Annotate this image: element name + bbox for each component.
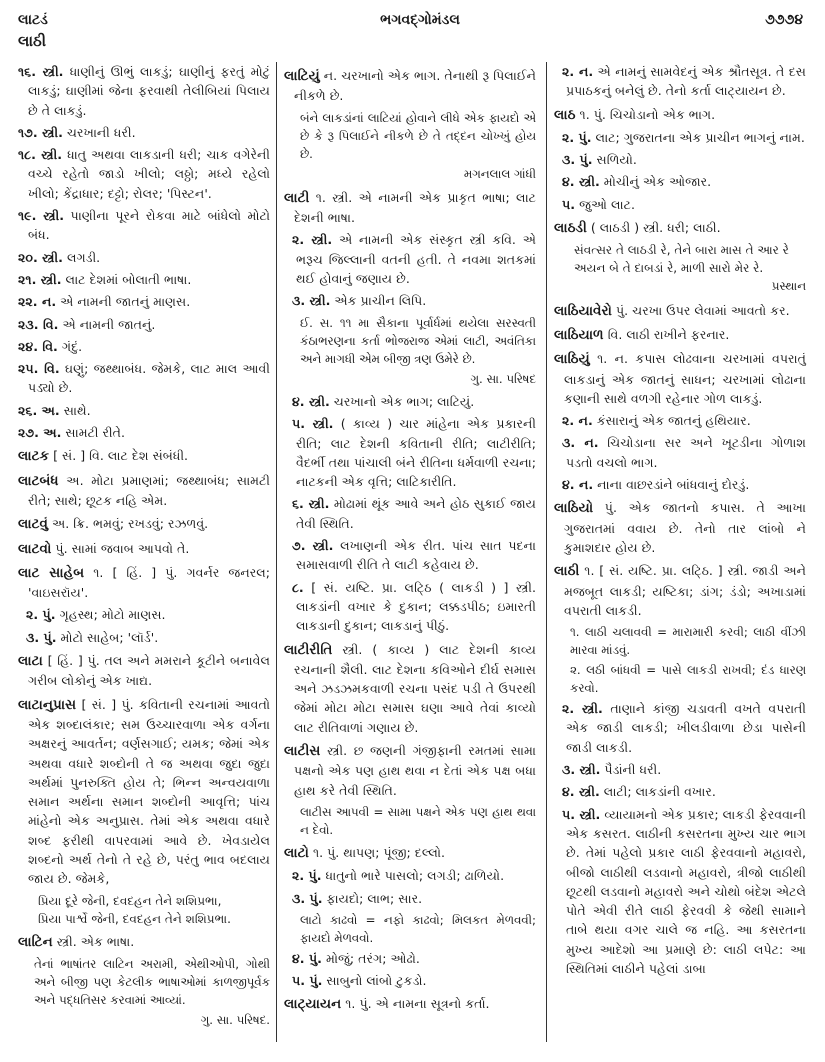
sense-label: ૬. સ્ત્રી. bbox=[292, 496, 330, 512]
definition-text: ચરખાનો એક ભાગ; લાટિયું. bbox=[333, 393, 475, 409]
definition-text: મગનલાલ ગાંધી bbox=[463, 166, 536, 181]
definition-text: લગડી. bbox=[66, 249, 101, 265]
definition-text: ૧. લાઠી ચલાવવી = મારામારી કરવી; લાઠી વીંઝી મારવા માંડવું. bbox=[570, 625, 806, 658]
sense-label: ૩. સ્ત્રી. bbox=[292, 293, 331, 309]
sense-label: ૪. સ્ત્રી. bbox=[562, 784, 600, 800]
entry-sense bbox=[18, 145, 270, 203]
definition-text: ૧. [ હિં. ] પું. ગવર્નર જનરલ; 'વાઇસરૉય'. bbox=[28, 564, 270, 601]
definition-text: એ નામનું સામવેદનું એક શ્રૌતસૂત્ર. તે દસ પ્રપાઠકનું બનેલું છે. તેનો કર્તા લાટ્યાયન છે. bbox=[566, 64, 806, 99]
usage-quote bbox=[284, 314, 536, 368]
definition-text: એ નામની એક સંસ્કૃત સ્ત્રી કવિ. એ ભરૂચ જિલ્લાની વતની હતી. તે નવમા શતકમાં થઈ હોવાનું જણાય છે. bbox=[296, 232, 536, 287]
definition-text: જુઓ લાટ. bbox=[579, 196, 635, 212]
definition-text: [ સં. ] પું. કવિતાની રચનામાં આવતો એક શબ્દાલંકાર; સમ ઉચ્ચારવાળા એક વર્ગના અક્ષરનું આવર્તન; વર્ણસગાઈ; યમક; જેમાં એક અથવા વધારે શબ્દોની તે જ અથવા જુદા જુદા અર્થમાં પુનરુક્તિ હોય તે; ભિન્ન અન્વયવાળા સમાન અર્થના સમાન શબ્દોની આવૃત્તિ; પાંચ માંહેનો એક અનુપ્રાસ. તેમાં એક અથવા વધારે શબ્દ ફરીથી વાપરવામાં આવે છે. ખેવડાયેલ શબ્દનો અર્થ તેનો તે રહે છે, પરંતુ ભાવ બદલાય જાય છે. જેમકે, bbox=[28, 696, 270, 887]
headword: લાટિન bbox=[18, 933, 53, 950]
definition-text: વ્યાયામનો એક પ્રકાર; લાકડી ફેરવવાની એક કસરત. લાઠીની કસરતના મુખ્ય ચાર ભાગ છે. તેમાં પહેલો પ્રકાર લાઠી ફેરવવાનો મહાવરો, બીજો લાઠીથી લડવાનો મહાવરો, ત્રીજો લાઠીથી છૂટથી લડવાનો મહાવરો અને ચોથો બંદેશ એટલે પોતે એવી રીતે લાઠી ફેરવવી કે જેથી સામાને તાબે થયા વગર ચાલે જ નહિ. આ કસરતના મુખ્ય આદેશો આ પ્રમાણે છે: લાઠી લપેટ: આ સ્થિતિમાં લાઠીને પહેલાં ડાબા bbox=[566, 806, 806, 976]
sense-label: ૪. ન. bbox=[562, 477, 594, 493]
headword: લાટબંધ bbox=[18, 472, 59, 489]
usage-quote bbox=[18, 955, 270, 1009]
definition-text: પું. સામાં જવાબ આપવો તે. bbox=[55, 540, 190, 556]
sense-label: ૫. bbox=[562, 196, 576, 212]
definition-text: ધાતુનો ભારે પાસલો; લગડી; ઢાળિયો. bbox=[325, 868, 505, 884]
entry-sense bbox=[18, 292, 270, 311]
entry-sense bbox=[18, 423, 270, 442]
dictionary-entry bbox=[554, 498, 806, 557]
usage-quote bbox=[284, 803, 536, 839]
headword: લાટા bbox=[18, 653, 43, 670]
definition-text: ( લાઠડી ) સ્ત્રી. ધરી; લાઠી. bbox=[590, 220, 721, 236]
definition-text: પ્રિયા દૂરે જેની, દવદહન તેને શશિપ્રભા, bbox=[38, 893, 222, 908]
dictionary-entry bbox=[18, 471, 270, 511]
entry-sense bbox=[18, 628, 270, 647]
dictionary-entry bbox=[554, 349, 806, 408]
usage-quote bbox=[284, 911, 536, 947]
dictionary-entry bbox=[554, 561, 806, 620]
definition-text: ધાતુ અથવા લાકડાની ધરી; ચાક વગેરેની વચ્ચે રહેતો જાડો ખીલો; લઠ્ઠો; મધ્યે રહેલો ખીલો; કેંદ્રાધાર; દટ્ટો; રોલર; 'પિસ્ટન'. bbox=[28, 147, 270, 201]
headword: લાઠ bbox=[554, 106, 576, 123]
headword: લાટાનુપ્રાસ bbox=[18, 696, 77, 713]
sense-label: ૨૪. વિ. bbox=[18, 338, 58, 354]
entry-sense bbox=[554, 62, 806, 101]
dictionary-entry bbox=[284, 66, 536, 106]
verse-line bbox=[554, 241, 806, 259]
definition-text: એક પ્રાચીન લિપિ. bbox=[334, 293, 427, 309]
definition-text: ગુ. સા. પરિષદ bbox=[470, 371, 536, 386]
dictionary-entry bbox=[284, 188, 536, 228]
definition-text: લાટ દેશમાં બોલાતી ભાષા. bbox=[65, 271, 192, 287]
sense-label: ૩. પું. bbox=[292, 890, 323, 906]
entry-sense bbox=[284, 536, 536, 575]
sense-label: ૨. ન. bbox=[562, 64, 594, 79]
quote-attribution bbox=[18, 1011, 270, 1030]
definition-text: ( કાવ્ય ) ચાર માંહેના એક પ્રકારની રીતિ; લાટ દેશની કવિતાની રીતિ; લાટીરીતિ; વૈદર્ભી તથા પાંચાલી બંને રીતિના ધર્મવાળી રચના; નાટકની એક વૃત્તિ; લાટિકારીતિ. bbox=[296, 416, 536, 490]
entry-sense bbox=[284, 230, 536, 288]
definition-text: ગુ. સા. પરિષદ. bbox=[200, 1012, 270, 1027]
definition-text: તેનાં ભાષાંતર લાટિન અરામી, એથીઓપી, ગોથી અને બીજી પણ કેટલીક ભાષાઓમાં કાળજીપૂર્વક અને પદ્ધતિસર કરવામાં આવ્યાં. bbox=[34, 956, 270, 1007]
entry-sense bbox=[18, 401, 270, 420]
dictionary-entry bbox=[18, 932, 270, 952]
guide-word-left-2: લાઠી bbox=[18, 32, 47, 50]
headword: લાટિયું bbox=[284, 68, 320, 84]
definition-text: લાટ; ગુજરાતના એક પ્રાચીન ભાગનું નામ. bbox=[595, 129, 805, 145]
definition-text: ૧. પું. એ નામના સૂત્રનો કર્તા. bbox=[345, 996, 490, 1012]
headword: લાટક bbox=[18, 448, 50, 465]
definition-text: મોચીનું એક ઓજાર. bbox=[603, 174, 712, 190]
definition-text: સ્ત્રી. છ જણની ગંજીફાની રમતમાં સામા પક્ષનો એક પણ હાથ થવા ન દેતાં એક પક્ષ બધા હાથ કરે તેવી સ્થિતિ. bbox=[294, 743, 536, 798]
entry-sense bbox=[18, 337, 270, 356]
definition-text: સ્ત્રી. એક ભાષા. bbox=[56, 933, 135, 949]
definition-text: પું. એક જાતનો કપાસ. તે આખા ગુજરાતમાં વવાય છે. તેનો તાર લાંબો ને કુમાશદાર હોય છે. bbox=[564, 500, 806, 555]
quote-attribution bbox=[284, 370, 536, 389]
headword: લાટ્યાયન bbox=[284, 996, 342, 1013]
definition-text: ગંદું. bbox=[61, 338, 83, 354]
entry-sense bbox=[18, 248, 270, 267]
definition-text: અયન બે તે દાબડાં રે, માળી સારો મેર રે. bbox=[574, 261, 764, 276]
sense-label: ૧૮. સ્ત્રી. bbox=[18, 147, 63, 163]
entry-sense bbox=[284, 578, 536, 636]
entry-sense bbox=[284, 866, 536, 885]
sense-label: ૨૫. વિ. bbox=[18, 361, 60, 377]
dictionary-entry bbox=[18, 651, 270, 691]
entry-sense bbox=[284, 414, 536, 491]
column-1 bbox=[18, 62, 270, 1033]
dictionary-entry bbox=[554, 218, 806, 238]
definition-text: ઈ. સ. ૧૧ મા સૈકાના પૂર્વાર્ધમાં થયેલા સરસ્વતી કંઠાભરણના કર્તા ભોજરાજ એમાં લાટી, અવંતિકા અને માગધી એમ બીજી ત્રણ ઉમેરે છે. bbox=[300, 315, 536, 366]
dictionary-entry bbox=[284, 843, 536, 863]
entry-sense bbox=[18, 605, 270, 624]
entry-sense bbox=[554, 433, 806, 472]
entry-sense bbox=[554, 805, 806, 979]
page-title: ભગવદ્ગોમંડલ bbox=[380, 12, 460, 28]
definition-text: કંસારાનું એક જાતનું હથિયાર. bbox=[596, 413, 751, 429]
sense-label: ૩. સ્ત્રી. bbox=[562, 762, 601, 778]
definition-text: નાના વાછરડાંને બાંધવાનું દોરડું. bbox=[597, 477, 750, 493]
definition-text: એ નામની જાતનું માણસ. bbox=[60, 294, 191, 310]
definition-text: ૧. પું. ચિચોડાનો એક ભાગ. bbox=[579, 106, 716, 122]
definition-text: સામટી રીતે. bbox=[65, 425, 125, 441]
definition-text: ૨. લઠી બાંધવી = પાસે લાકડી રાખવી; દંડ ધારણ કરવો. bbox=[570, 663, 806, 696]
entry-sense bbox=[284, 889, 536, 908]
sense-label: ૨. સ્ત્રી. bbox=[562, 701, 603, 717]
definition-text: લાટો કાઢવો = નફો કાઢવો; મિલકત મેળવવી; ફાયદો મેળવવો. bbox=[300, 912, 536, 945]
dictionary-entry bbox=[554, 105, 806, 125]
entry-sense bbox=[18, 315, 270, 334]
entry-sense bbox=[284, 494, 536, 533]
sense-label: ૪. સ્ત્રી. bbox=[292, 393, 330, 409]
headword: લાઠી bbox=[554, 563, 580, 580]
definition-text: અ. ક્રિ. ભમવું; રખડવું; રઝળવું. bbox=[52, 516, 209, 532]
entry-sense bbox=[18, 206, 270, 245]
dictionary-entry bbox=[18, 514, 270, 534]
dictionary-entry bbox=[18, 695, 270, 889]
entry-sense bbox=[554, 475, 806, 494]
definition-text: તાણાને કાંજી ચડાવતી વખતે વપરાતી એક જાડી લાકડી; ખીલડીવાળા છેડા પાસેની જાડી લાકડી. bbox=[566, 701, 806, 755]
column-2 bbox=[284, 62, 536, 1018]
dictionary-entry bbox=[554, 325, 806, 345]
entry-sense bbox=[284, 971, 536, 990]
definition-text: [ હિં. ] પું. તલ અને મમરાને કૂટીને બનાવેલ ગરીબ લોકોનું એક ખાદ્ય. bbox=[28, 653, 270, 689]
definition-text: વિ. લાઠી રાખીને ફરનાર. bbox=[607, 326, 730, 342]
sense-label: ૨૨. ન. bbox=[18, 294, 57, 310]
definition-text: લાટીસ આપવી = સામા પક્ષને એક પણ હાથ થવા ન દેવો. bbox=[300, 804, 536, 837]
definition-text: ૧. સ્ત્રી. એ નામની એક પ્રાકૃત ભાષા; લાટ દેશની ભાષા. bbox=[294, 189, 536, 226]
dictionary-entry bbox=[18, 446, 270, 466]
sense-label: ૨૬. અ. bbox=[18, 402, 60, 418]
sense-label: ૧૬. સ્ત્રી. bbox=[18, 64, 64, 79]
definition-text: અ. મોટા પ્રમાણમાં; જથ્થાબંધ; સામટી રીતે; સાથે; છૂટક નહિ એમ. bbox=[28, 472, 270, 508]
sense-label: ૨. ન. bbox=[562, 413, 593, 429]
column-3 bbox=[554, 62, 806, 981]
entry-sense bbox=[554, 760, 806, 779]
headword: લાઠિયાળ bbox=[554, 326, 604, 343]
definition-text: મોઢામાં થૂંક આવે અને હોઠ સુકાઈ જાય તેવી સ્થિતિ. bbox=[296, 496, 536, 531]
definition-text: પ્રસ્થાન bbox=[771, 279, 806, 294]
sense-label: ૫. પું. bbox=[292, 973, 323, 989]
sense-label: ૧૯. સ્ત્રી. bbox=[18, 208, 65, 224]
definition-text: સાબુનો લાંબો ટુકડો. bbox=[326, 973, 427, 989]
definition-text: સાથે. bbox=[63, 402, 91, 418]
headword: લાઠિયું bbox=[554, 351, 590, 368]
sense-label: ૮. bbox=[292, 579, 304, 595]
entry-sense bbox=[18, 62, 270, 120]
sense-label: ૪. સ્ત્રી. bbox=[562, 174, 600, 190]
sense-label: ૨૭. અ. bbox=[18, 425, 62, 441]
headword: લાટીસ bbox=[284, 743, 321, 760]
definition-text: [ સં. યષ્ટિ. પ્રા. લટ્ઠિ ( લાકડી ) ] સ્ત્રી. લાકડાંની વખાર કે દુકાન; લક્કડપીઠ; ઇમારતી લાકડાની દુકાન; લાકડાનું પીઠું. bbox=[296, 579, 536, 634]
entry-sense bbox=[18, 123, 270, 142]
column-divider bbox=[546, 62, 547, 1042]
definition-text: સળિયો. bbox=[596, 152, 637, 168]
definition-text: પાણીના પૂરને રોકવા માટે બાંધેલો મોટો બંધ. bbox=[28, 208, 271, 243]
column-divider bbox=[276, 62, 277, 1042]
dictionary-entry bbox=[18, 563, 270, 603]
quote-attribution bbox=[554, 277, 806, 296]
headword: લાઠિયાવેરો bbox=[554, 302, 612, 319]
sense-label: ૨૧. સ્ત્રી. bbox=[18, 271, 62, 287]
headword: લાટવું bbox=[18, 516, 48, 533]
sense-label: ૫. સ્ત્રી. bbox=[292, 416, 334, 432]
usage-quote bbox=[284, 109, 536, 163]
definition-text: પૈડાંની ધરી. bbox=[604, 762, 662, 778]
definition-text: ચરખાની ધરી. bbox=[66, 124, 136, 140]
guide-word-left: લાટડં bbox=[18, 12, 48, 28]
sense-label: ૨૩. વિ. bbox=[18, 316, 59, 332]
definition-text: ઘણું; જથ્થાબંધ. જેમકે, લાટ માલ આવી પડ્યો છે. bbox=[28, 361, 270, 396]
entry-sense bbox=[554, 195, 806, 214]
sense-label: ૪. પું. bbox=[292, 950, 322, 966]
entry-sense bbox=[554, 172, 806, 191]
page-number: ૭૭૭૪ bbox=[765, 12, 803, 28]
definition-text: એ નામની જાતનું. bbox=[62, 316, 156, 332]
definition-text: ૧. ન. કપાસ લોઢવાના ચરખામાં વપરાતું લાકડાનું એક જાતનું સાધન; ચરખામાં લોઢાના કણાની સાથે વળગી રહેનાર ગોળ લાકડું. bbox=[564, 351, 806, 406]
headword: લાઠિયો bbox=[554, 500, 594, 517]
sense-label: ૩. ન. bbox=[562, 435, 599, 451]
entry-sense bbox=[18, 270, 270, 289]
definition-text: [ સં. ] વિ. લાટ દેશ સંબંધી. bbox=[53, 448, 189, 464]
definition-text: સંવત્સર તે લાઠડી રે, તેને બારા માસ તે આર રે bbox=[574, 243, 789, 258]
sense-label: ૭. સ્ત્રી. bbox=[292, 538, 334, 554]
definition-text: ૧. [ સં. યષ્ટિ. પ્રા. લટ્ઠિ. ] સ્ત્રી. જાડી અને મજબૂત લાકડી; યષ્ટિકા; ડાંગ; ડંડો; અખાડામાં વપરાતી લાકડી. bbox=[564, 563, 806, 618]
sense-label: ૩. પું. bbox=[26, 629, 57, 645]
sense-label: ૨. પું. bbox=[562, 129, 592, 145]
definition-text: મોટો સાહેબ; 'લૉર્ડ'. bbox=[60, 629, 159, 645]
sense-label: ૩. પું. bbox=[562, 152, 593, 168]
entry-sense bbox=[554, 782, 806, 801]
headword: લાટવો bbox=[18, 540, 52, 557]
entry-sense bbox=[284, 949, 536, 968]
sense-label: ૨. સ્ત્રી. bbox=[292, 232, 333, 248]
definition-text: બંને લાકડાંનાં લાટિયાં હોવાને લીધે એક ફાયદો એ છે કે રૂ પિલાઈને નીકળે છે તે તદ્દન ચોખ્ખું હોય છે. bbox=[300, 110, 536, 161]
headword: લાઠડી bbox=[554, 220, 587, 237]
quote-attribution bbox=[284, 165, 536, 184]
entry-sense bbox=[284, 392, 536, 411]
entry-sense bbox=[554, 128, 806, 147]
definition-text: મોજું; તરંગ; ઓઢો. bbox=[325, 950, 420, 966]
sense-label: ૨૦. સ્ત્રી. bbox=[18, 249, 63, 265]
definition-text: ફાયદો; લાભ; સાર. bbox=[326, 890, 423, 906]
dictionary-entry bbox=[18, 539, 270, 559]
entry-sense bbox=[554, 699, 806, 757]
entry-sense bbox=[554, 150, 806, 169]
entry-sense bbox=[284, 291, 536, 310]
definition-text: ૧. પું. થાપણ; પૂંજી; દલ્લો. bbox=[312, 844, 446, 860]
headword: લાટો bbox=[284, 844, 309, 861]
definition-text: લખાણની એક રીત. પાંચ સાત પદના સમાસવાળી રીતિ તે લાટી કહેવાય છે. bbox=[296, 538, 536, 573]
headword: લાટ સાહેબ bbox=[18, 564, 85, 581]
dictionary-entry bbox=[284, 741, 536, 800]
verse-line bbox=[18, 892, 270, 910]
definition-text: પ્રિયા પાર્શ્વે જેની, દવદહન તેને શશિપ્રભા. bbox=[38, 911, 231, 926]
definition-text: લાટી; લાકડાંની વખાર. bbox=[603, 784, 716, 800]
definition-text: સ્ત્રી. ( કાવ્ય ) લાટ દેશની કાવ્ય રચનાની શૈલી. લાટ દેશના કવિઓને દીર્ઘ સમાસ અને ઝડઝમકવાળી રચના પસંદ પડી તે ઉપરથી જેમાં મોટા મોટા સમાસ ઘણા આવે તેવાં કાવ્યો લાટ રીતિવાળાં ગણાય છે. bbox=[294, 641, 536, 735]
entry-sense bbox=[554, 411, 806, 430]
entry-sense bbox=[18, 359, 270, 398]
usage-quote bbox=[554, 623, 806, 659]
sense-label: ૨. પું. bbox=[292, 868, 322, 884]
sense-label: ૧૭. સ્ત્રી. bbox=[18, 124, 63, 140]
headword: લાટી bbox=[284, 189, 310, 206]
definition-text: ગૃહસ્થ; મોટો માણસ. bbox=[59, 607, 166, 623]
dictionary-entry bbox=[554, 301, 806, 321]
verse-line bbox=[554, 259, 806, 277]
definition-text: ન. ચરખાનો એક ભાગ. તેનાથી રૂ પિલાઈને નીકળે છે. bbox=[294, 68, 536, 104]
dictionary-entry bbox=[284, 994, 536, 1014]
verse-line bbox=[18, 910, 270, 928]
definition-text: પું. ચરખા ઉપર લેવામાં આવતો કર. bbox=[615, 302, 790, 318]
headword: લાટીરીતિ bbox=[284, 641, 333, 658]
sense-label: ૨. પું. bbox=[26, 607, 56, 623]
definition-text: ચિચોડાના સર અને ખૂટડીના ગોળાશ પડતો વચલો ભાગ. bbox=[566, 435, 806, 470]
definition-text: ધાણીનું ઊભું લાકડું; ઘાણીનું ફરતું મોટું લાકડું; ઘાણીમાં જેના ફરવાથી તેલીબિયાં પિલાય છે તે લાકડું. bbox=[28, 64, 270, 118]
dictionary-entry bbox=[284, 640, 536, 737]
usage-quote bbox=[554, 661, 806, 697]
sense-label: ૫. સ્ત્રી. bbox=[562, 806, 601, 822]
